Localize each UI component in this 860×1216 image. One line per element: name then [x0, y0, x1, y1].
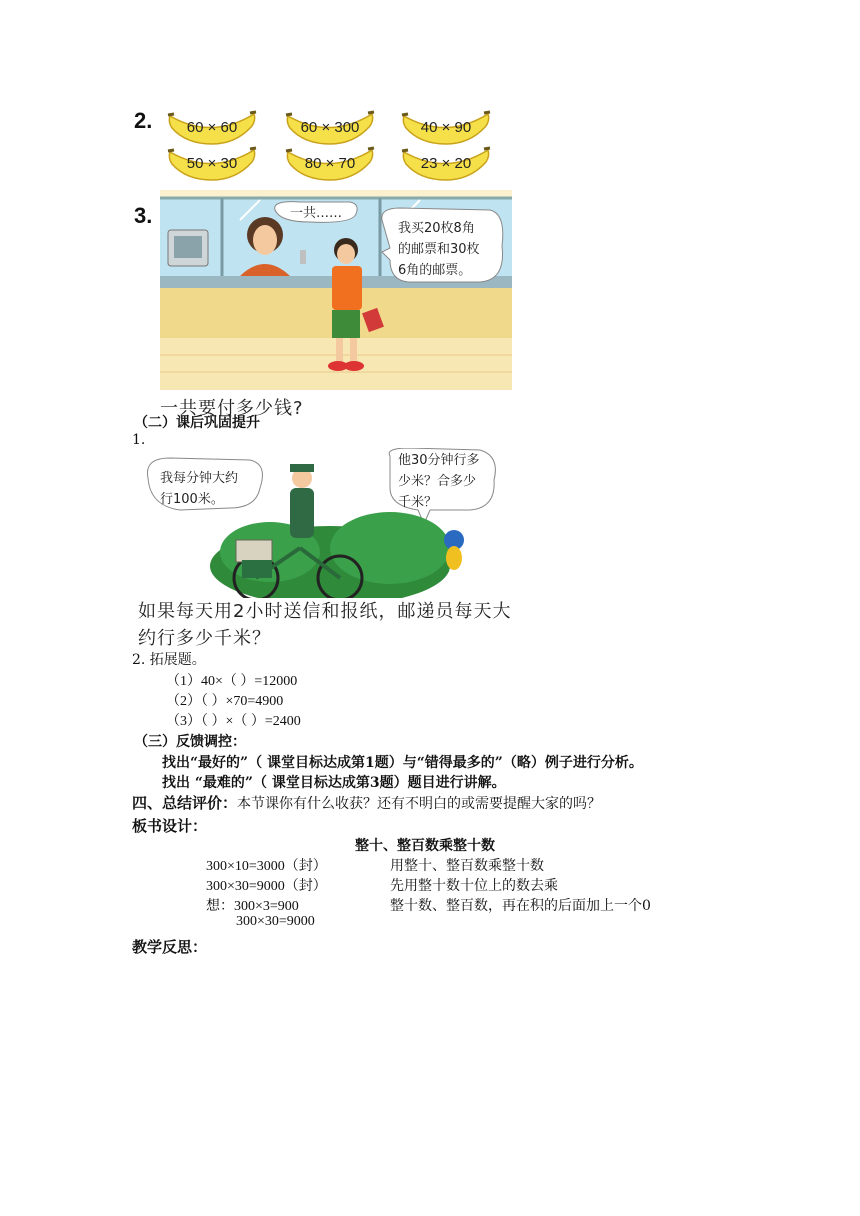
boy-speech-line: 6角的邮票。: [398, 263, 472, 278]
board-title: 整十、整百数乘整十数: [355, 838, 495, 854]
q3-question: 一共要付多少钱?: [160, 398, 304, 419]
banana-expression: 23 × 20: [420, 155, 472, 172]
banana-expression: 40 × 90: [420, 119, 472, 136]
postman-speech: [160, 468, 238, 510]
banana-card: [400, 146, 492, 182]
q2-number: 2.: [134, 108, 153, 133]
caption-line: 如果每天用2小时送信和报纸，邮递员每天大: [138, 601, 512, 622]
banana-expression: 60 × 300: [300, 119, 360, 136]
banana-expression: 50 × 30: [186, 155, 238, 172]
boy-speech-line: 的邮票和30枚: [398, 242, 480, 257]
postman-speech-line: 行100米。: [160, 492, 224, 507]
ext-line-2: （2）（ ）×70=4900: [166, 694, 284, 709]
section3-line-1: 找出“最好的”（ 课堂目标达成第1题）与“错得最多的”（略）例子进行分析。: [162, 755, 643, 771]
kid-speech: [398, 450, 480, 513]
board-heading: 板书设计：: [132, 817, 208, 835]
section3-line-2: 找出 “最难的”（ 课堂目标达成第3题）题目进行讲解。: [162, 775, 506, 791]
boy-speech-line: 我买20枚8角: [398, 221, 475, 236]
kid-speech-line: 千米？: [398, 495, 438, 510]
section4-text: 本节课你有什么收获？还有不明白的或需要提醒大家的吗？: [237, 796, 602, 812]
section4: [132, 792, 601, 813]
caption-line: 约行多少千米？: [138, 628, 271, 649]
item1-number: 1.: [132, 432, 146, 448]
postman-caption: [138, 598, 511, 652]
board-right-1: 用整十、整百数乘整十数: [390, 858, 544, 874]
banana-card: [284, 146, 376, 182]
section4-heading: 四、总结评价：: [132, 794, 238, 812]
boy-speech: [398, 218, 480, 281]
clerk-speech: 一共……: [290, 206, 343, 221]
section3-heading: （三）反馈调控：: [134, 734, 246, 750]
postman-speech-line: 我每分钟大约: [160, 471, 239, 486]
banana-card: [284, 110, 376, 146]
reflection-heading: 教学反思：: [132, 938, 208, 956]
banana-card: [166, 146, 258, 182]
kid-speech-line: 少米？合多少: [398, 474, 477, 489]
ext-line-3: （3）（ ）×（ ）=2400: [166, 714, 301, 729]
item2-title: 2. 拓展题。: [132, 652, 206, 668]
board-right-3: 整十数、整百数，再在积的后面加上一个0: [390, 898, 651, 914]
banana-expression: 80 × 70: [304, 155, 356, 172]
board-left-2: 300×30=9000（封）: [206, 879, 327, 894]
banana-card: [400, 110, 492, 146]
board-left-1: 300×10=3000（封）: [206, 859, 327, 874]
q3-number: 3.: [134, 203, 153, 228]
banana-expression: 60 × 60: [186, 119, 238, 136]
section2-heading: （二）课后巩固提升: [134, 415, 260, 431]
board-right-2: 先用整十数十位上的数去乘: [390, 878, 558, 894]
board-left-4: 300×30=9000: [236, 914, 315, 929]
board-left-3: 想：300×3=900: [206, 899, 299, 914]
kid-speech-line: 他30分钟行多: [398, 453, 480, 468]
ext-line-1: （1）40×（ ）=12000: [166, 674, 298, 689]
banana-card: [166, 110, 258, 146]
